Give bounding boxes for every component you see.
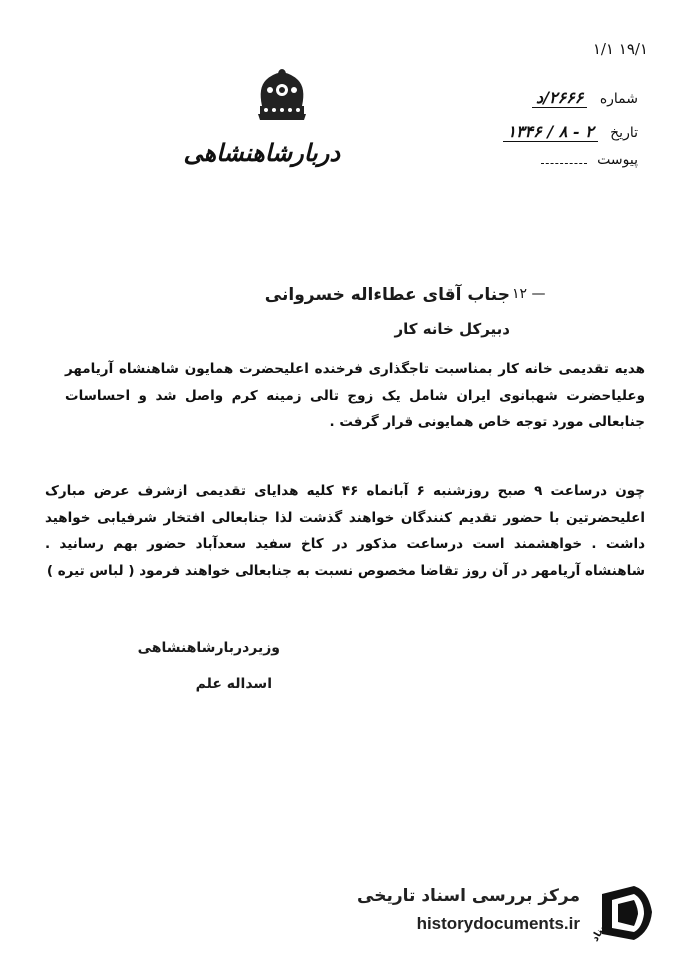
crown-icon bbox=[252, 66, 312, 122]
date-label: تاریخ bbox=[610, 125, 638, 141]
watermark-url: historydocuments.ir bbox=[416, 914, 580, 933]
watermark-org-name: مرکز بررسی اسناد تاریخی bbox=[357, 886, 580, 906]
paragraph-2: چون درساعت ۹ صبح روزشنبه ۶ آبانماه ۴۶ کلیه هدایای تقدیمی ازشرف عرض مبارک اعلیحضرتین با حضور تقدیم کنندگان خواهند گذشت لذا جنابعالی افتخار شرفیابی خواهید داشت . خواهشمند است درساعت مذکور در کاخ سفید سعدآباد حضور بهم رسانید . شاهنشاه آریامهر در آن روز تقاضا مخصوص نسبت به جنابعالی خواهند فرمود ( لباس تیره ) bbox=[45, 483, 645, 579]
attachment-row bbox=[541, 152, 638, 168]
watermark-logo-text: اسناد bbox=[589, 915, 613, 944]
watermark bbox=[357, 882, 658, 944]
court-name: دربارشاهنشاهی bbox=[183, 138, 340, 167]
date-row bbox=[503, 122, 638, 141]
addressee-title: دبیرکل خانه کار bbox=[394, 320, 510, 338]
date-value: ۲ - ۸ / ۱۳۴۶ bbox=[503, 122, 597, 142]
signature-title: وزیردربارشاهنشاهی bbox=[137, 640, 280, 656]
letter-number: ۱۲ — bbox=[512, 286, 546, 302]
number-value: ۲۶۶۶/د bbox=[532, 88, 587, 108]
attachment-label: پیوست bbox=[597, 152, 638, 168]
number-row bbox=[532, 88, 638, 107]
number-label: شماره bbox=[599, 91, 638, 107]
reference-mark: ۱۹/۱ ۱/۱ bbox=[592, 40, 648, 58]
attachment-blank bbox=[541, 163, 587, 164]
addressee: جناب آقای عطاءاله خسروانی bbox=[264, 285, 510, 305]
paragraph-1: هدیه تقدیمی خانه کار بمناسبت تاجگذاری فرخنده اعلیحضرت همایون شاهنشاه آریامهر وعلیاحضرت شهبانوی ایران شامل یک زوج تالی زمینه کرم واصل شد و احساسات جنابعالی مورد توجه خاص همایونی قرار گرفت . bbox=[65, 361, 645, 430]
signature-name: اسداله علم bbox=[195, 676, 272, 692]
